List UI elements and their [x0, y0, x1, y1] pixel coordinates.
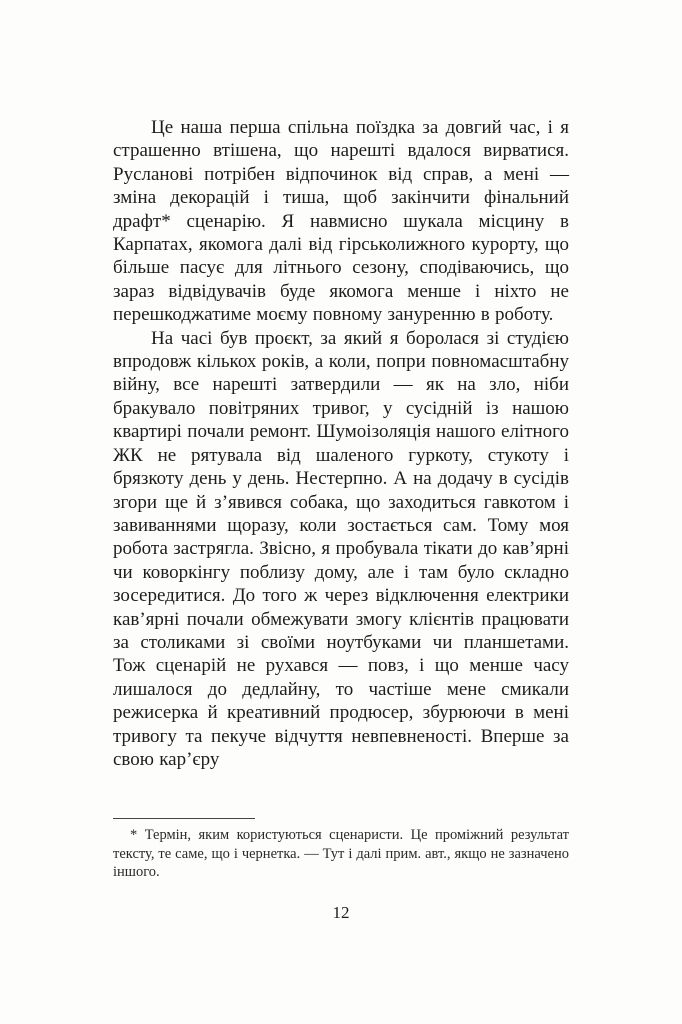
footnote-divider [113, 818, 255, 819]
footnote-block [113, 818, 569, 882]
page-number: 12 [332, 903, 350, 922]
footnote-text: * Термін, яким користуються сценаристи. Це проміжний результат тексту, те саме, що і чернетка. — Тут і далі прим. авт., якщо не зазначено іншого. [113, 827, 569, 881]
page-text-block [113, 116, 569, 771]
paragraph-1: Це наша перша спільна поїздка за довгий час, і я страшенно втішена, що нарешті вдалося вирватися. Русланові потрібен відпочинок від справ, а мені — зміна декорацій і тиша, щоб закінчити фінальний драфт* сценарію. Я навмисно шукала місцину в Карпатах, якомога далі від гірськолижного курорту, що більше пасує для літнього сезону, сподіваючись, що зараз відвідувачів буде якомога менше і ніхто не перешкоджатиме моєму повному зануренню в роботу. [113, 117, 569, 326]
paragraph-2: На часі був проєкт, за який я боролася зі студією впродовж кількох років, а коли, попри повномасштабну війну, все нарешті затвердили — як на зло, ніби бракувало повітряних тривог, у сусідній із нашою квартирі почали ремонт. Шумоізоляція нашого елітного ЖК не рятувала від шаленого гуркоту, стукоту і брязкоту день у день. Нестерпно. А на додачу в сусідів згори ще й з’явився собака, що заходиться гавкотом і завиваннями щоразу, коли зостається сам. Тому моя робота застрягла. Звісно, я пробувала тікати до кав’ярні чи коворкінгу поблизу дому, але і там було складно зосередитися. До того ж через відключення електрики кав’ярні почали обмежувати змогу клієнтів працювати за столиками зі своїми ноутбуками чи планшетами. Тож сценарій не рухався — повз, і що менше часу лишалося до дедлайну, то частіше мене смикали режисерка й креативний продюсер, збурюючи в мені тривогу та пекуче відчуття невпевненості. Вперше за свою кар’єру [113, 327, 569, 770]
